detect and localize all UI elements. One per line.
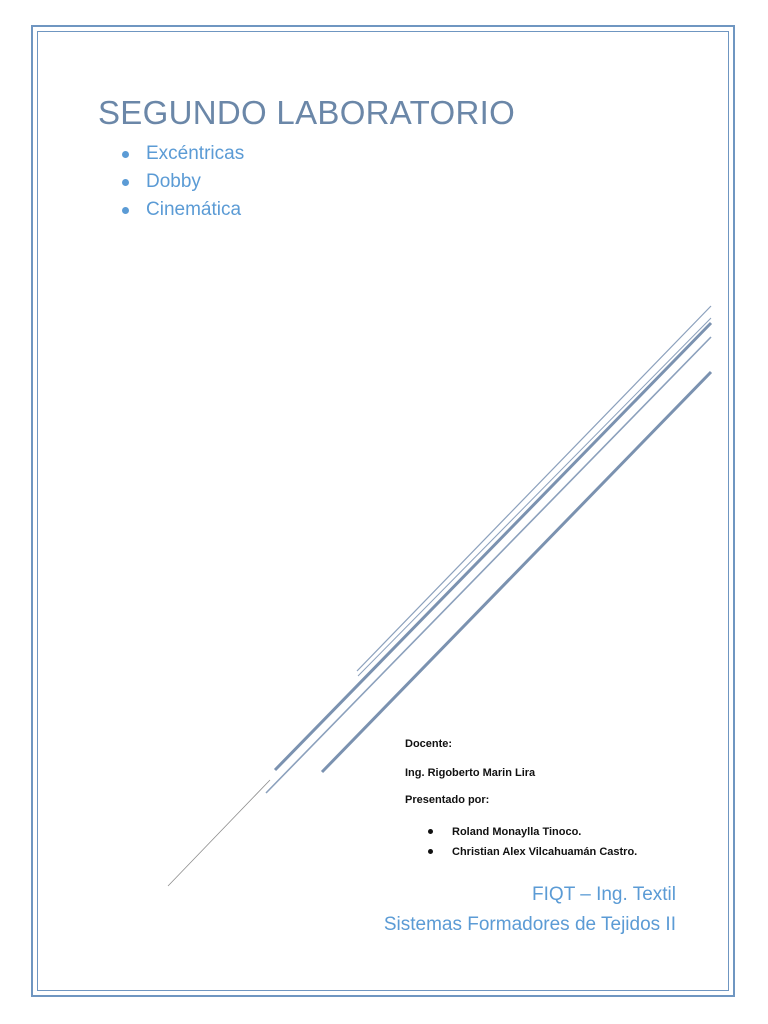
presenter-name: Christian Alex Vilcahuamán Castro. <box>452 846 638 858</box>
footer-course: Sistemas Formadores de Tejidos II <box>383 914 676 935</box>
presenter-name: Roland Monaylla Tinoco. <box>452 826 582 838</box>
diagonal-line <box>357 306 711 671</box>
diagonal-line <box>322 372 711 772</box>
bullet-icon <box>428 849 433 854</box>
footer-block <box>384 880 676 940</box>
footer-faculty: FIQT – Ing. Textil <box>532 884 676 905</box>
diagonal-line <box>168 780 270 886</box>
diagonal-line <box>358 318 711 676</box>
presenter-item <box>405 822 637 842</box>
topic-label: Cinemática <box>146 199 242 220</box>
presenter-item <box>405 842 637 862</box>
diagonal-line <box>266 337 711 793</box>
topic-label: Excéntricas <box>146 143 245 164</box>
docente-name: Ing. Rigoberto Marin Lira <box>405 767 536 779</box>
diagonal-line <box>275 323 711 770</box>
document-title: SEGUNDO LABORATORIO <box>98 94 516 131</box>
docente-label: Docente: <box>405 738 453 750</box>
topic-label: Dobby <box>146 171 201 192</box>
presenter-list <box>405 822 637 862</box>
bullet-icon <box>428 829 433 834</box>
presentado-label: Presentado por: <box>405 794 490 806</box>
